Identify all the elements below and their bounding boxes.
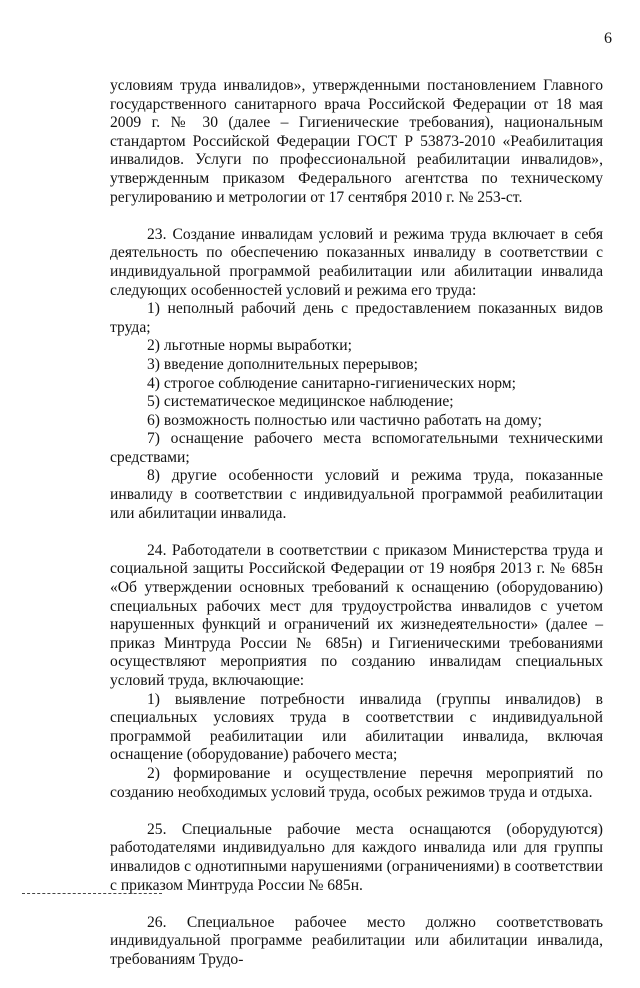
paragraph-25: 25. Специальные рабочие места оснащаются (оборудуются) работодателями индивидуально для каждого инвалида или для группы инвалидов с однотипными нарушениями (ограничениями) в соответствии с приказом Минтруда России № 685н.	[110, 820, 603, 894]
list-item: 5) систематическое медицинское наблюдение;	[147, 393, 454, 411]
list-item: 8) другие особенности условий и режима труда, показанные инвалиду в соответствии с индивидуальной программой реабилитации или абилитации инвалида.	[110, 467, 603, 522]
document-body	[110, 77, 603, 988]
section-24	[110, 542, 603, 802]
page-number: 6	[604, 30, 612, 47]
list-item: 7) оснащение рабочего места вспомогательными техническими средствами;	[110, 430, 603, 466]
list-item: 6) возможность полностью или частично работать на дому;	[147, 411, 542, 429]
paragraph-23-intro: 23. Создание инвалидам условий и режима труда включает в себя деятельность по обеспечению показанных инвалиду в соответствии с индивидуальной программой реабилитации или абилитации инвалида следующих особенностей условий и режима его труда:	[110, 225, 603, 299]
list-item: 1) выявление потребности инвалида (группы инвалидов) в специальных условиях труда в соответствии с индивидуальной программой реабилитации или абилитации инвалида, включая оснащение (оборудование) рабочего места;	[110, 690, 603, 764]
section-26	[110, 914, 603, 970]
footer-divider	[22, 893, 162, 894]
list-item: 4) строгое соблюдение санитарно-гигиенических норм;	[147, 374, 516, 392]
section-25	[110, 821, 603, 895]
paragraph-24-intro: 24. Работодатели в соответствии с приказом Министерства труда и социальной защиты Российской Федерации от 19 ноября 2013 г. № 685н «Об утверждении основных требований к оснащению (оборудованию) специальных рабочих мест для трудоустройства инвалидов с учетом нарушенных функций и ограничений их жизнедеятельности» (далее – приказ Минтруда России № 685н) и Гигиеническими требованиями осуществляют мероприятия по созданию инвалидам специальных условий труда, включающие:	[110, 541, 603, 689]
list-item: 2) льготные нормы выработки;	[147, 337, 352, 355]
list-item: 1) неполный рабочий день с предоставлением показанных видов труда;	[110, 300, 603, 336]
list-item: 3) введение дополнительных перерывов;	[147, 355, 418, 373]
paragraph: условиям труда инвалидов», утвержденными постановлением Главного государственного санитарного врача Российской Федерации от 18 мая 2009 г. № 30 (далее – Гигиенические требования), национальным стандартом Российской Федерации ГОСТ Р 53873-2010 «Реабилитация инвалидов. Услуги по профессиональной реабилитации инвалидов», утвержденным приказом Федерального агентства по техническому регулированию и метрологии от 17 сентября 2010 г. № 253-ст.	[110, 77, 603, 206]
continuation-block	[110, 77, 603, 207]
list-item: 2) формирование и осуществление перечня мероприятий по созданию необходимых условий труда, особых режимов труда и отдыха.	[110, 764, 603, 801]
section-23	[110, 226, 603, 524]
paragraph-26: 26. Специальное рабочее место должно соответствовать индивидуальной программе реабилитации или абилитации инвалида, требованиям Трудо-	[110, 913, 603, 968]
